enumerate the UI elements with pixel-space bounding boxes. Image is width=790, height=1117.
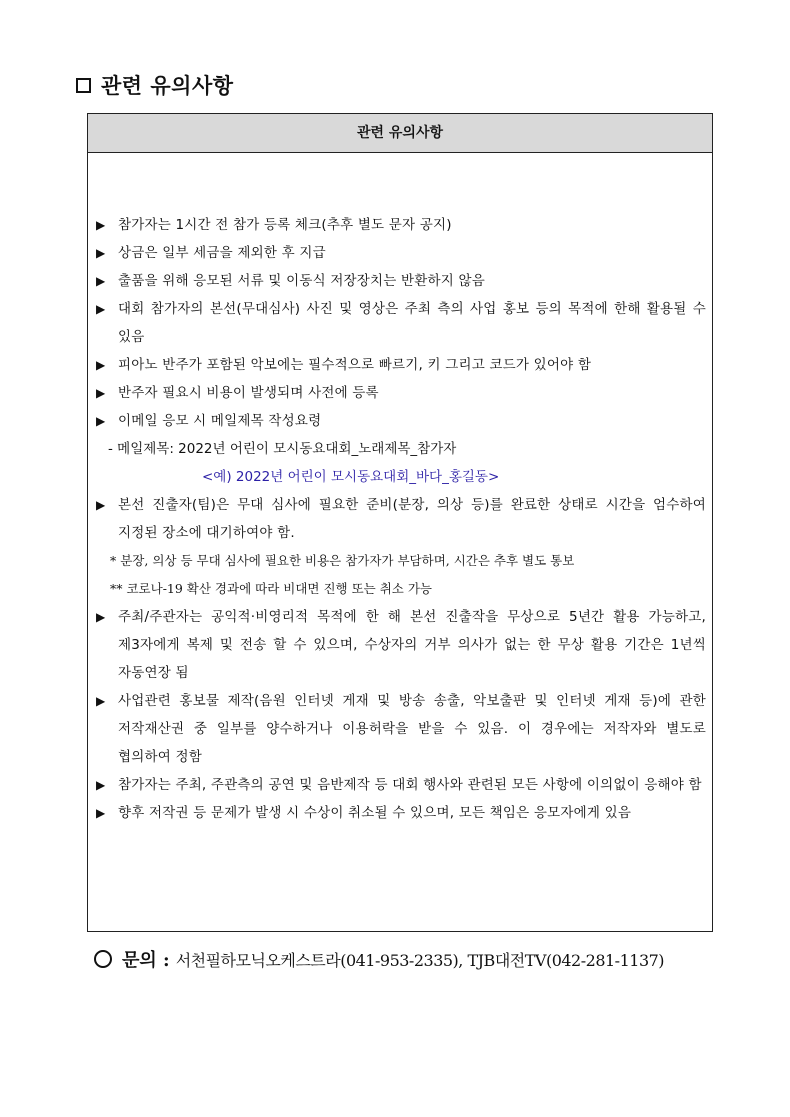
triangle-bullet-icon: ▶ [96,610,106,624]
triangle-bullet-icon: ▶ [96,414,106,428]
notice-item: ▶ 이메일 응모 시 메일제목 작성요령 [96,407,706,435]
checkbox-square-icon [76,78,91,93]
section-title-text: 관련 유의사항 [101,74,234,98]
notice-box-header: 관련 유의사항 [88,114,712,153]
circle-bullet-icon [94,950,112,968]
notice-item: ▶ 대회 참가자의 본선(무대심사) 사진 및 영상은 주최 측의 사업 홍보 등의 목적에 한해 활용될 수 있음 [96,295,706,351]
note-cost: * 분장, 의상 등 무대 심사에 필요한 비용은 참가자가 부담하며, 시간은 추후 별도 통보 [110,553,575,568]
triangle-bullet-icon: ▶ [96,806,106,820]
notice-item: ▶ 출품을 위해 응모된 서류 및 이동식 저장장치는 반환하지 않음 [96,267,706,295]
contact-info: 서천필하모닉오케스트라(041-953-2335), TJB대전TV(042-281-1137) [175,950,665,970]
email-subject-format: - 메일제목: 2022년 어린이 모시동요대회_노래제목_참가자 [108,441,457,457]
section-title [76,70,234,100]
notice-item: ▶ 참가자는 주최, 주관측의 공연 및 음반제작 등 대회 행사와 관련된 모든 사항에 이의없이 응해야 함 [96,771,706,799]
notice-item: ▶ 사업관련 홍보물 제작(음원 인터넷 게재 및 방송 송출, 악보출판 및 인터넷 게재 등)에 관한 저작재산권 중 일부를 양수하거나 이용허락을 받을 수 있음. 이 경우에는 저작자와 별도로 협의하여 정함 [96,687,706,771]
email-subject-example: <예) 2022년 어린이 모시동요대회_바다_홍길동> [202,469,500,485]
triangle-bullet-icon: ▶ [96,386,106,400]
notice-item: ▶ 피아노 반주가 포함된 악보에는 필수적으로 빠르기, 키 그리고 코드가 있어야 함 [96,351,706,379]
triangle-bullet-icon: ▶ [96,694,106,708]
notice-box-body [88,153,712,827]
triangle-bullet-icon: ▶ [96,274,106,288]
notice-item: ▶ 향후 저작권 등 문제가 발생 시 수상이 취소될 수 있으며, 모든 책임은 응모자에게 있음 [96,799,706,827]
notice-item: ▶ 상금은 일부 세금을 제외한 후 지급 [96,239,706,267]
notice-item-finalist: ▶ 본선 진출자(팀)은 무대 심사에 필요한 준비(분장, 의상 등)를 완료한 상태로 시간을 엄수하여 지정된 장소에 대기하여야 함. [96,491,706,547]
triangle-bullet-icon: ▶ [96,246,106,260]
notice-item: ▶ 주최/주관자는 공익적·비영리적 목적에 한 해 본선 진출작을 무상으로 5년간 활용 가능하고, 제3자에게 복제 및 전송 할 수 있으며, 수상자의 거부 의사가 없는 한 무상 활용 기간은 1년씩 자동연장 됨 [96,603,706,687]
note-covid: ** 코로나-19 확산 경과에 따라 비대면 진행 또는 취소 가능 [110,581,432,596]
triangle-bullet-icon: ▶ [96,358,106,372]
triangle-bullet-icon: ▶ [96,498,106,512]
triangle-bullet-icon: ▶ [96,302,106,316]
notice-item: ▶ 반주자 필요시 비용이 발생되며 사전에 등록 [96,379,706,407]
contact-label: 문의 : [122,950,170,971]
triangle-bullet-icon: ▶ [96,218,106,232]
contact-line [94,946,664,972]
notice-item: ▶ 참가자는 1시간 전 참가 등록 체크(추후 별도 문자 공지) [96,211,706,239]
notice-box [87,113,713,932]
triangle-bullet-icon: ▶ [96,778,106,792]
